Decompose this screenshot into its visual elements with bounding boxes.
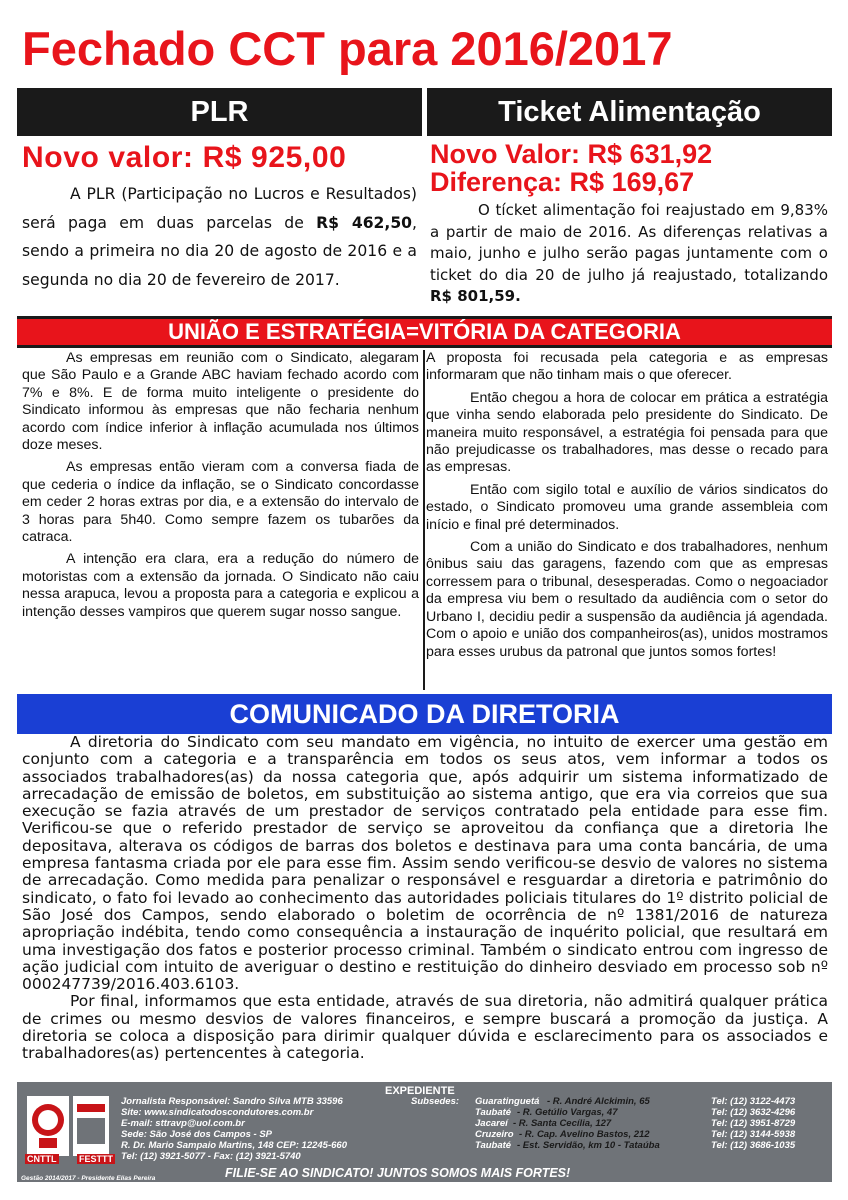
footer-info-line: Sede: São José dos Campos - SP xyxy=(121,1129,272,1140)
plr-new-value: Novo valor: R$ 925,00 xyxy=(22,141,347,174)
festtt-logo: FESTTT xyxy=(79,1154,113,1164)
uniao-header: UNIÃO E ESTRATÉGIA=VITÓRIA DA CATEGORIA xyxy=(17,316,832,348)
uniao-right-paragraph: Com a união do Sindicato e dos trabalhadores, nenhum ônibus saiu das garagens, fazendo com que as empresas corressem para o tribunal, desesperadas. Como o negoaciador da empresa viu bem o resultado da audiência com o setor do Urbano I, decidiu pedir a suspensão da audiência já agendada. Com o apoio e união dos companheiros(as), unidos mostramos para esses urubus da patronal que juntos somos fortes! xyxy=(426,539,828,660)
subsede-address: - R. Cap. Avelino Bastos, 212 xyxy=(519,1129,650,1140)
subsede-address: - R. André Alckimin, 65 xyxy=(547,1096,650,1107)
comunicado-paragraph: Por final, informamos que esta entidade, através de sua diretoria, não admitirá qualquer prática de crimes ou mesmo desvios de valores financeiros, e sempre buscará a promoção da justiça. A diretoria se coloca a disposição para dirimir qualquer dúvida e esclarecimento para os associados e trabalhadores(as) pertencentes à categoria. xyxy=(22,992,828,1063)
subsede-city: Jacareí xyxy=(475,1118,508,1129)
footer-info-line: Site: www.sindicatodoscondutores.com.br xyxy=(121,1107,314,1118)
footer-info-line: R. Dr. Mario Sampaio Martins, 148 CEP: 12245-660 xyxy=(121,1140,347,1151)
ticket-new-value: Novo Valor: R$ 631,92 xyxy=(430,139,713,169)
subsede-city: Cruzeiro xyxy=(475,1129,514,1140)
subsede-city: Taubaté xyxy=(475,1107,512,1118)
uniao-left-paragraph: As empresas em reunião com o Sindicato, alegaram que São Paulo e a Grande ABC haviam fechado acordo com 7% e 8%. E de forma muito inteligente o presidente do Sindicato informou às empresas que não fecharia nenhum acordo com índice inferior à inflação acumulada nos últimos doze meses. xyxy=(22,350,419,454)
footer-slogan: FILIE-SE AO SINDICATO! JUNTOS SOMOS MAIS FORTES! xyxy=(225,1166,571,1180)
gestao-info: Gestão 2014/2017 - Presidente Elias Pereira xyxy=(21,1175,156,1182)
ticket-description xyxy=(430,200,828,308)
comunicado-body xyxy=(22,734,828,1063)
plr-text-end: , sendo a primeira no dia 20 de agosto de 2016 e a segunda no dia 20 de fevereiro de 2017. xyxy=(22,213,417,289)
subsede-phone: Tel: (12) 3686-1035 xyxy=(711,1140,796,1151)
subsede-phone: Tel: (12) 3122-4473 xyxy=(711,1096,796,1107)
ticket-difference: Diferença: R$ 169,67 xyxy=(430,167,695,197)
page-title: Fechado CCT para 2016/2017 xyxy=(22,22,673,75)
plr-description xyxy=(22,180,417,294)
plr-text-start: A PLR (Participação no Lucros e Resultados) será paga em duas parcelas de xyxy=(22,185,417,232)
footer-info-line: E-mail: sttravp@uol.com.br xyxy=(121,1118,245,1129)
ticket-text-start: O tícket alimentação foi reajustado em 9,83% a partir de maio de 2016. As diferenças relativas a maio, junho e julho serão pagas juntamente com o ticket do dia 20 de julho já reajustado, totalizando xyxy=(430,201,828,284)
uniao-left-paragraph: A intenção era clara, era a redução do número de motoristas com a extensão da jornada. O Sindicato não caiu nessa arapuca, levou a proposta para a categoria e explicou a intenção desses vampiros que querem sugar nosso sangue. xyxy=(22,551,419,620)
comunicado-paragraph: A diretoria do Sindicato com seu mandato em vigência, no intuito de exercer uma gestão em conjunto com a categoria e a transparência em todos os seus atos, vem informar a todos os associados trabalhadores(as) da nossa categoria que, após adquirir um sistema informatizado de arrecadação de emissão de boletos, em substituição ao sistema antigo, que era via correios que sua execução se fazia através de um prestador de serviços contratado pela entidade para esse fim. Verificou-se que o referido prestador de serviço se aproveitou da confiança que a diretoria lhe depositava, alterava os códigos de barras dos boletos e destinava para uma conta bancária, de uma empresa fantasma criada por ele para esse fim. Assim sendo verificou-se desvio de valores no sistema de arrecadação. Como medida para penalizar o responsável e resguardar a diretoria e patrimônio do sindicato, o fato foi levado ao conhecimento das autoridades policiais titulares do 1º distrito policial de São José dos Campos, sendo elaborado o boletim de ocorrência de nº 1381/2016 de natureza apropriação indébita, tendo como consequência a instauração de inquérito policial, que resultará em uma investigação dos fatos e posterior processo criminal. Também o sindicato entrou com ingresso de ação judicial com intuito de averiguar o destino e restituição do dinheiro desviado em processo sob nº 000247739/2016.403.6103. xyxy=(22,733,828,994)
cnttl-logo: CNTTL xyxy=(27,1154,57,1164)
uniao-left-column xyxy=(22,350,419,626)
uniao-right-column xyxy=(426,350,828,666)
expediente-title: EXPEDIENTE xyxy=(385,1085,455,1097)
uniao-right-paragraph: Então chegou a hora de colocar em prática a estratégia que vinha sendo elaborada pelo presidente do Sindicato. De maneira muito responsável, a estratégia foi pensada para que não prejudicasse os trabalhadores, mas desse o recado para as empresas. xyxy=(426,389,828,476)
subsede-city: Taubaté xyxy=(475,1140,512,1151)
uniao-left-paragraph: As empresas então vieram com a conversa fiada de que cederia o índice da inflação, se o Sindicato concordasse em ceder 2 horas extras por dia, e a extensão do intervalo de 3 horas para 5h40. Como sempre fazem os tubarões da catraca. xyxy=(22,459,419,546)
ticket-total-value: R$ 801,59. xyxy=(430,287,521,305)
column-divider xyxy=(423,350,425,690)
subsede-city: Guaratinguetá xyxy=(475,1096,540,1107)
subsede-address: - R. Santa Cecília, 127 xyxy=(513,1118,612,1129)
ticket-header: Ticket Alimentação xyxy=(427,88,832,136)
footer-info-line: Tel: (12) 3921-5077 - Fax: (12) 3921-5740 xyxy=(121,1151,301,1162)
footer-expediente xyxy=(17,1082,832,1182)
subsede-address: - R. Getúlio Vargas, 47 xyxy=(517,1107,618,1118)
subsede-phone: Tel: (12) 3632-4296 xyxy=(711,1107,796,1118)
subsede-address: - Est. Servidão, km 10 - Tataúba xyxy=(517,1140,660,1151)
subsede-phone: Tel: (12) 3144-5938 xyxy=(711,1129,796,1140)
uniao-right-paragraph: A proposta foi recusada pela categoria e as empresas informaram que não tinham mais o que oferecer. xyxy=(426,350,828,384)
subsede-phone: Tel: (12) 3951-8729 xyxy=(711,1118,796,1129)
plr-header: PLR xyxy=(17,88,422,136)
subsedes-label: Subsedes: xyxy=(411,1096,460,1107)
comunicado-header: COMUNICADO DA DIRETORIA xyxy=(17,694,832,734)
plr-installment-value: R$ 462,50 xyxy=(316,213,413,232)
footer-info-line: Jornalista Responsável: Sandro Silva MTB 33596 xyxy=(121,1096,343,1107)
uniao-right-paragraph: Então com sigilo total e auxílio de vários sindicatos do estado, o Sindicato promoveu uma grande assembleia com início e final pré determinados. xyxy=(426,481,828,533)
